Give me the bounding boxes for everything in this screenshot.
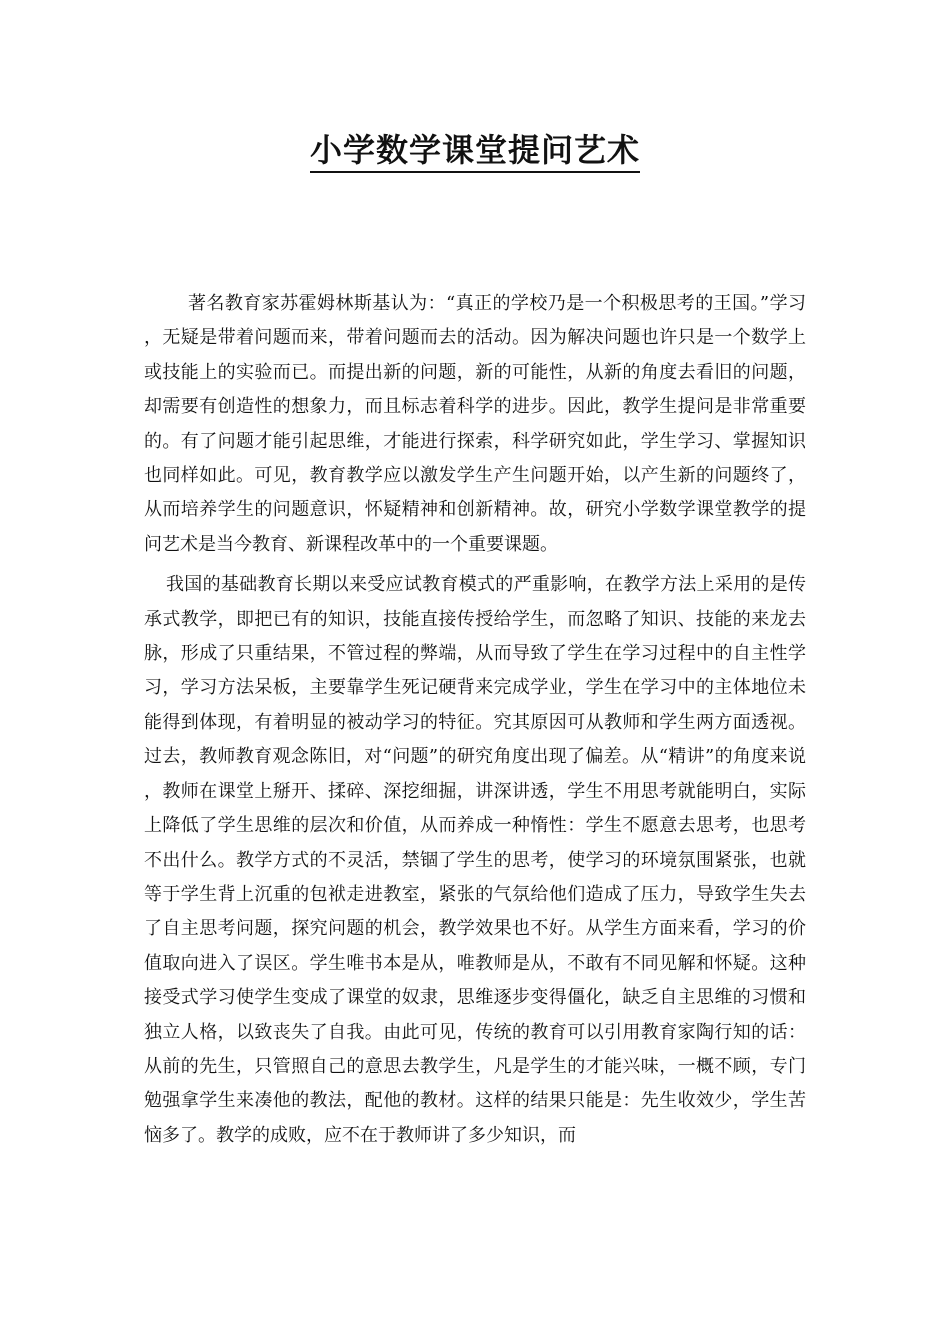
paragraph-2: 我国的基础教育长期以来受应试教育模式的严重影响，在教学方法上采用的是传承式教学，即把已有的知识，技能直接传授给学生，而忽略了知识、技能的来龙去脉，形成了只重结果，不管过程的弊端，从而导致了学生在学习过程中的自主性学习，学习方法呆板，主要靠学生死记硬背来完成学业，学生在学习中的主体地位未能得到体现，有着明显的被动学习的特征。究其原因可从教师和学生两方面透视。过去，教师教育观念陈旧，对“问题”的研究角度出现了偏差。从“精讲”的角度来说，教师在课堂上掰开、揉碎、深挖细掘，讲深讲透，学生不用思考就能明白，实际上降低了学生思维的层次和价值，从而养成一种惰性：学生不愿意去思考，也思考不出什么。教学方式的不灵活，禁锢了学生的思考，使学习的环境氛围紧张，也就等于学生背上沉重的包袱走进教室，紧张的气氛给他们造成了压力，导致学生失去了自主思考问题，探究问题的机会，教学效果也不好。从学生方面来看，学习的价值取向进入了误区。学生唯书本是从，唯教师是从，不敢有不同见解和怀疑。这种接受式学习使学生变成了课堂的奴隶，思维逐步变得僵化，缺乏自主思维的习惯和独立人格，以致丧失了自我。由此可见，传统的教育可以引用教育家陶行知的话：从前的先生，只管照自己的意思去教学生，凡是学生的才能兴味，一概不顾，专门勉强拿学生来凑他的教法，配他的教材。这样的结果只能是：先生收效少，学生苦恼多了。教学的成败，应不在于教师讲了多少知识，而 [144,574,806,1146]
document-body [144,287,806,1153]
document-title-text: 小学数学课堂提问艺术 [310,131,640,173]
document-title [0,128,950,172]
paragraph-1: 著名教育家苏霍姆林斯基认为：“真正的学校乃是一个积极思考的王国。”学习，无疑是带着问题而来，带着问题而去的活动。因为解决问题也许只是一个数学上或技能上的实验而已。而提出新的问题，新的可能性，从新的角度去看旧的问题，却需要有创造性的想象力，而且标志着科学的进步。因此，教学生提问是非常重要的。有了问题才能引起思维，才能进行探索，科学研究如此，学生学习、掌握知识也同样如此。可见，教育教学应以激发学生产生问题开始，以产生新的问题终了，从而培养学生的问题意识，怀疑精神和创新精神。故，研究小学数学课堂教学的提问艺术是当今教育、新课程改革中的一个重要课题。 [144,293,806,555]
